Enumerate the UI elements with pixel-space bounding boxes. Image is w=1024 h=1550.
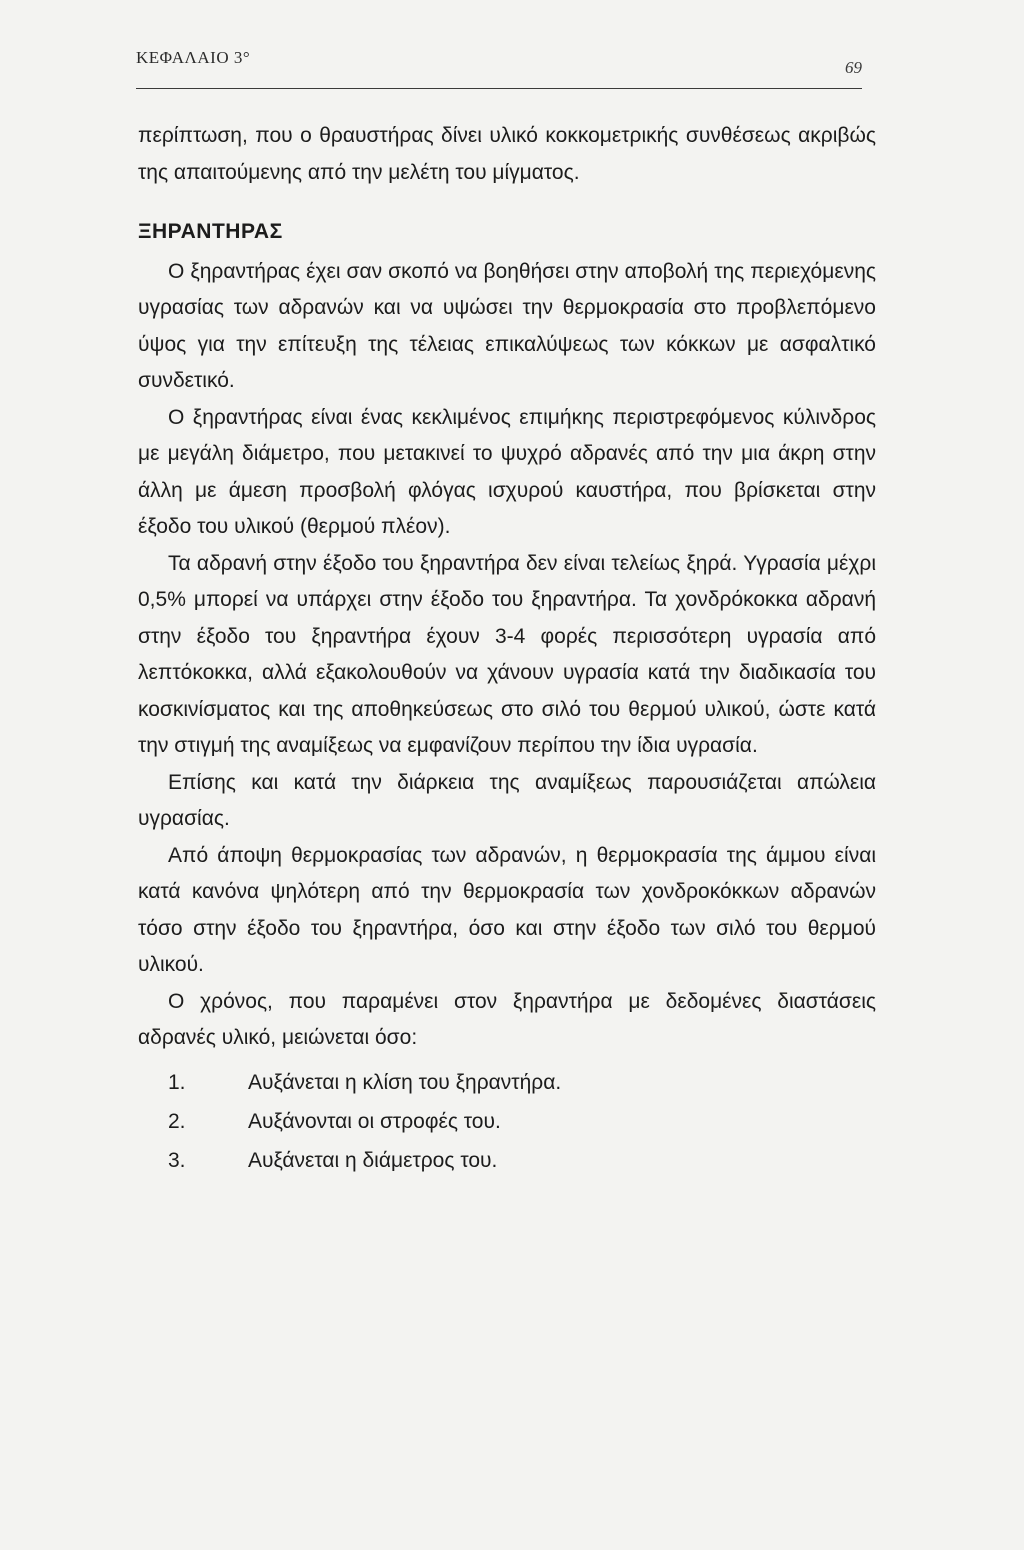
list-item-number: 1. [168,1070,186,1094]
paragraph-temperature: Από άποψη θερμοκρασίας των αδρανών, η θερμοκρασία της άμμου είναι κατά κανόνα ψηλότερη από την θερμοκρασία των χονδροκόκκων αδρανών τόσο στην έξοδο του ξηραντήρα, όσο και στην έξοδο των σιλό του θερμού υλικού. [138,843,876,976]
page-number: 69 [845,58,862,77]
chapter-label: ΚΕΦΑΛΑΙΟ 3° [136,48,251,67]
page-header [136,40,862,89]
paragraph-mixing-loss: Επίσης και κατά την διάρκεια της αναμίξεως παρουσιάζεται απώλεια υγρασίας. [138,770,876,830]
numbered-list [138,1063,876,1180]
list-item [138,1102,876,1141]
list-item-text: Αυξάνεται η κλίση του ξηραντήρα. [248,1070,562,1094]
paragraph-description: Ο ξηραντήρας είναι ένας κεκλιμένος επιμήκης περιστρεφόμενος κύλινδρος με μεγάλη διάμετρο, που μετακινεί το ψυχρό αδρανές από την μια άκρη στην άλλη με άμεση προσβολή φλόγας ισχυρού καυστήρα, που βρίσκεται στην έξοδο του υλικού (θερμού πλέον). [138,405,876,538]
list-item-number: 2. [168,1109,186,1133]
list-item-number: 3. [168,1148,186,1172]
paragraph-purpose: Ο ξηραντήρας έχει σαν σκοπό να βοηθήσει στην αποβολή της περιεχόμενης υγρασίας των αδρανών και να υψώσει την θερμοκρασία στο προβλεπόμενο ύψος για την επίτευξη της τέλειας επικαλύψεως των κόκκων με ασφαλτικό συνδετικό. [138,259,876,392]
paragraph-time: Ο χρόνος, που παραμένει στον ξηραντήρα με δεδομένες διαστάσεις αδρανές υλικό, μειώνεται όσο: [138,989,876,1049]
list-item [138,1141,876,1180]
list-item-text: Αυξάνονται οι στροφές του. [248,1109,501,1133]
page-body [138,118,876,1180]
list-item-text: Αυξάνεται η διάμετρος του. [248,1148,498,1172]
section-heading: ΞΗΡΑΝΤΗΡΑΣ [138,220,283,243]
list-item [138,1063,876,1102]
intro-paragraph: περίπτωση, που ο θραυστήρας δίνει υλικό κοκκομετρικής συνθέσεως ακριβώς της απαιτούμενης από την μελέτη του μίγματος. [138,124,876,184]
paragraph-moisture: Τα αδρανή στην έξοδο του ξηραντήρα δεν είναι τελείως ξηρά. Υγρασία μέχρι 0,5% μπορεί να υπάρχει στην έξοδο του ξηραντήρα. Τα χονδρόκοκκα αδρανή στην έξοδο του ξηραντήρα έχουν 3-4 φορές περισσότερη υγρασία από λεπτόκοκκα, αλλά εξακολουθούν να χάνουν υγρασία κατά την διαδικασία του κοσκινίσματος και της αποθηκεύσεως στο σιλό του θερμού υλικού, ώστε κατά την στιγμή της αναμίξεως να εμφανίζουν περίπου την ίδια υγρασία. [138,551,876,757]
